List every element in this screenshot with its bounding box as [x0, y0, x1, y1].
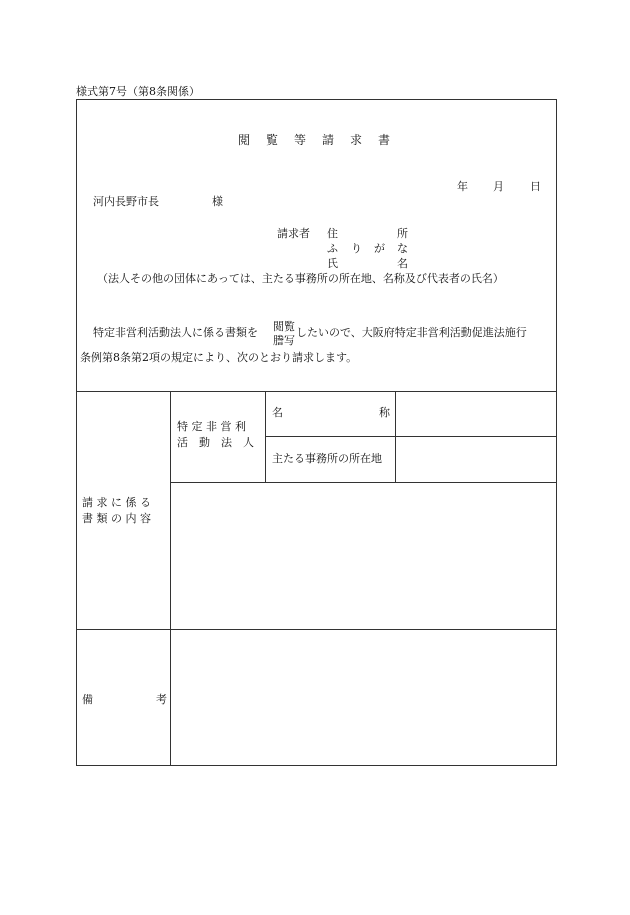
requester-note: （法人その他の団体にあっては、主たる事務所の所在地、名称及び代表者の氏名）: [97, 272, 504, 285]
content-label-line1: 請 求 に 係 る: [82, 496, 151, 509]
name-label-2: 称: [379, 406, 390, 419]
statement-line2: 条例第8条第2項の規定により、次のとおり請求します。: [80, 351, 358, 364]
npo-label-line2: 活 動 法 人: [177, 436, 254, 449]
date-month-label: 月: [493, 180, 504, 193]
date-year-label: 年: [457, 180, 468, 193]
npo-office-field[interactable]: [396, 437, 556, 481]
requester-name-label-2: 名: [397, 257, 408, 270]
addressee-honorific: 様: [212, 195, 223, 208]
remarks-label-1: 備: [82, 693, 93, 706]
requester-furigana-label-4: な: [397, 242, 408, 255]
remarks-label-2: 考: [156, 693, 167, 706]
choice-copy: 謄写: [273, 334, 295, 347]
requester-furigana-label-1: ふ: [327, 242, 338, 255]
requester-furigana-label-3: が: [374, 242, 385, 255]
npo-label-line1: 特 定 非 営 利: [177, 420, 246, 433]
npo-name-field[interactable]: [396, 392, 556, 435]
statement-part2: したいので、大阪府特定非営利活動促進法施行: [296, 326, 527, 339]
form-title: 閲 覧 等 請 求 書: [237, 133, 392, 147]
statement-part1: 特定非営利活動法人に係る書類を: [93, 326, 258, 339]
choice-view: 閲覧: [273, 320, 295, 333]
requester-label: 請求者: [277, 227, 310, 240]
content-label-line2: 書 類 の 内 容: [82, 512, 151, 525]
requester-furigana-label-2: り: [351, 242, 362, 255]
requester-name-label-1: 氏: [327, 257, 338, 270]
form-number: 様式第7号（第8条関係）: [76, 85, 200, 98]
remarks-field[interactable]: [171, 630, 556, 765]
office-label: 主たる事務所の所在地: [272, 452, 382, 465]
requester-address-label-1: 住: [327, 227, 338, 240]
request-content-field[interactable]: [171, 483, 556, 628]
requester-address-label-2: 所: [397, 227, 408, 240]
name-label-1: 名: [272, 406, 283, 419]
addressee-mayor: 河内長野市長: [93, 195, 159, 208]
date-day-label: 日: [530, 180, 541, 193]
